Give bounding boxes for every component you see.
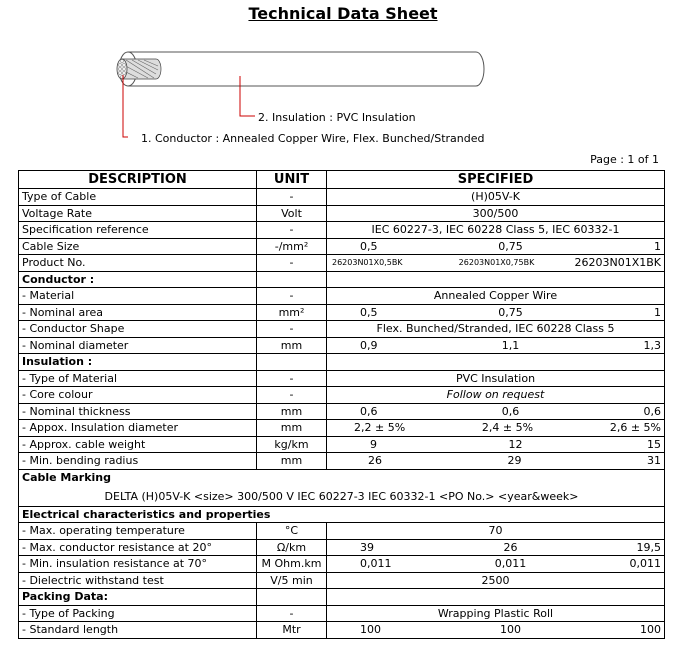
row-value: IEC 60227-3, IEC 60228 Class 5, IEC 60332-1 — [327, 222, 665, 239]
table-row — [19, 420, 665, 437]
value-0-75: 2,4 ± 5% — [481, 421, 534, 435]
table-row — [19, 403, 665, 420]
section-row — [19, 506, 665, 523]
value-1: 2,6 ± 5% — [609, 421, 661, 435]
value-1: 1 — [654, 305, 661, 319]
table-row — [19, 222, 665, 239]
row-unit: mm — [257, 403, 327, 420]
value-0-5: 0,011 — [360, 557, 392, 571]
row-label: - Nominal thickness — [19, 403, 257, 420]
value-1: 1,3 — [643, 338, 661, 352]
value-0-75: 1,1 — [501, 338, 520, 352]
header-specified: SPECIFIED — [327, 171, 665, 189]
conductor-callout: 1. Conductor : Annealed Copper Wire, Flex. Bunched/Stranded — [141, 132, 485, 145]
row-unit: -/mm² — [257, 238, 327, 255]
table-row — [19, 605, 665, 622]
table-row — [19, 255, 665, 272]
value-1: 19,5 — [636, 540, 661, 554]
row-label: - Appox. Insulation diameter — [19, 420, 257, 437]
row-unit: mm² — [257, 304, 327, 321]
value-0-75: 0,75 — [498, 305, 523, 319]
spec-table — [18, 170, 665, 639]
value-1: 100 — [640, 623, 661, 637]
row-unit: Ω/km — [257, 539, 327, 556]
table-row — [19, 205, 665, 222]
row-label: Cable Size — [19, 238, 257, 255]
row-values — [327, 539, 665, 556]
row-values — [327, 420, 665, 437]
row-label: - Core colour — [19, 387, 257, 404]
row-label: - Max. operating temperature — [19, 523, 257, 540]
row-label: Product No. — [19, 255, 257, 272]
table-header — [19, 171, 665, 189]
section-electrical: Electrical characteristics and properties — [19, 506, 665, 523]
row-unit: kg/km — [257, 436, 327, 453]
row-label: - Material — [19, 288, 257, 305]
table-row — [19, 556, 665, 573]
row-label: - Nominal diameter — [19, 337, 257, 354]
row-label: - Approx. cable weight — [19, 436, 257, 453]
value-0-75: 0,011 — [494, 557, 527, 571]
row-label: Specification reference — [19, 222, 257, 239]
table-row — [19, 238, 665, 255]
row-unit: mm — [257, 420, 327, 437]
value-0-5: 0,6 — [360, 404, 378, 418]
table-row — [19, 288, 665, 305]
section-insulation: Insulation : — [19, 354, 257, 371]
row-value: 70 — [327, 523, 665, 540]
row-unit: mm — [257, 453, 327, 470]
table-row — [19, 304, 665, 321]
table-row — [19, 453, 665, 470]
value-0-75: 0,6 — [501, 404, 520, 418]
row-label: Voltage Rate — [19, 205, 257, 222]
value-1: 31 — [647, 454, 661, 468]
row-values — [327, 556, 665, 573]
row-value: 2500 — [327, 572, 665, 589]
value-0-5: 2,2 ± 5% — [354, 421, 406, 435]
row-values — [327, 238, 665, 255]
value-0-5: 9 — [370, 437, 377, 451]
section-row — [19, 271, 665, 288]
row-label: - Type of Material — [19, 370, 257, 387]
section-packing: Packing Data: — [19, 589, 257, 606]
section-conductor: Conductor : — [19, 271, 257, 288]
row-unit: - — [257, 387, 327, 404]
row-values — [327, 436, 665, 453]
table-row — [19, 321, 665, 338]
row-unit: M Ohm.km — [257, 556, 327, 573]
value-0-5: 0,5 — [360, 239, 378, 253]
header-unit: UNIT — [257, 171, 327, 189]
table-row — [19, 622, 665, 639]
row-label: Type of Cable — [19, 189, 257, 206]
row-label: - Nominal area — [19, 304, 257, 321]
value-0-75: 100 — [500, 623, 521, 637]
row-value: PVC Insulation — [327, 370, 665, 387]
row-unit: - — [257, 222, 327, 239]
row-value: Wrapping Plastic Roll — [327, 605, 665, 622]
row-values — [327, 337, 665, 354]
row-value: Follow on request — [327, 387, 665, 404]
row-unit: V/5 min — [257, 572, 327, 589]
page-number: Page : 1 of 1 — [590, 153, 659, 166]
row-values — [327, 453, 665, 470]
row-label: - Min. bending radius — [19, 453, 257, 470]
row-value: Flex. Bunched/Stranded, IEC 60228 Class 5 — [327, 321, 665, 338]
value-0-75: 12 — [508, 437, 523, 451]
row-unit: Mtr — [257, 622, 327, 639]
value-0-5: 0,9 — [360, 338, 378, 352]
row-unit: - — [257, 370, 327, 387]
table-row — [19, 337, 665, 354]
row-unit: - — [257, 189, 327, 206]
value-1: 1 — [654, 239, 661, 253]
header-description: DESCRIPTION — [19, 171, 257, 189]
table-row — [19, 189, 665, 206]
row-label: - Min. insulation resistance at 70° — [19, 556, 257, 573]
row-value: 300/500 — [327, 205, 665, 222]
section-row — [19, 469, 665, 506]
row-label: - Type of Packing — [19, 605, 257, 622]
row-values — [327, 622, 665, 639]
value-0-5: 100 — [360, 623, 381, 637]
value-1: 0,6 — [643, 404, 661, 418]
row-values — [327, 304, 665, 321]
row-label: - Dielectric withstand test — [19, 572, 257, 589]
value-1: 0,011 — [629, 557, 661, 571]
document-title: Technical Data Sheet — [248, 4, 438, 23]
row-unit: - — [257, 605, 327, 622]
insulation-callout: 2. Insulation : PVC Insulation — [258, 111, 416, 124]
cable-marking-text: DELTA (H)05V-K <size> 300/500 V IEC 60227-3 IEC 60332-1 <PO No.> <year&week> — [104, 489, 579, 503]
value-0-75: 26203N01X0,75BK — [458, 258, 535, 268]
row-unit: Volt — [257, 205, 327, 222]
row-unit: - — [257, 321, 327, 338]
row-label: - Standard length — [19, 622, 257, 639]
value-0-5: 39 — [360, 540, 374, 554]
table-row — [19, 523, 665, 540]
table-row — [19, 572, 665, 589]
value-0-5: 26 — [368, 454, 382, 468]
table-row — [19, 539, 665, 556]
table-row — [19, 387, 665, 404]
value-0-75: 0,75 — [498, 239, 523, 253]
value-0-5: 26203N01X0,5BK — [332, 258, 403, 268]
value-0-5: 0,5 — [360, 305, 378, 319]
value-1: 26203N01X1BK — [574, 256, 661, 270]
table-row — [19, 436, 665, 453]
row-value: Annealed Copper Wire — [327, 288, 665, 305]
row-unit: °C — [257, 523, 327, 540]
value-0-75: 29 — [507, 454, 522, 468]
row-value: (H)05V-K — [327, 189, 665, 206]
row-unit: - — [257, 288, 327, 305]
section-row — [19, 354, 665, 371]
row-unit: - — [257, 255, 327, 272]
row-label: - Conductor Shape — [19, 321, 257, 338]
row-values — [327, 255, 665, 272]
row-label: - Max. conductor resistance at 20° — [19, 539, 257, 556]
value-0-75: 26 — [503, 540, 518, 554]
value-1: 15 — [647, 437, 661, 451]
row-unit: mm — [257, 337, 327, 354]
row-values — [327, 403, 665, 420]
section-cable-marking: Cable Marking — [22, 470, 112, 484]
table-row — [19, 370, 665, 387]
section-row — [19, 589, 665, 606]
